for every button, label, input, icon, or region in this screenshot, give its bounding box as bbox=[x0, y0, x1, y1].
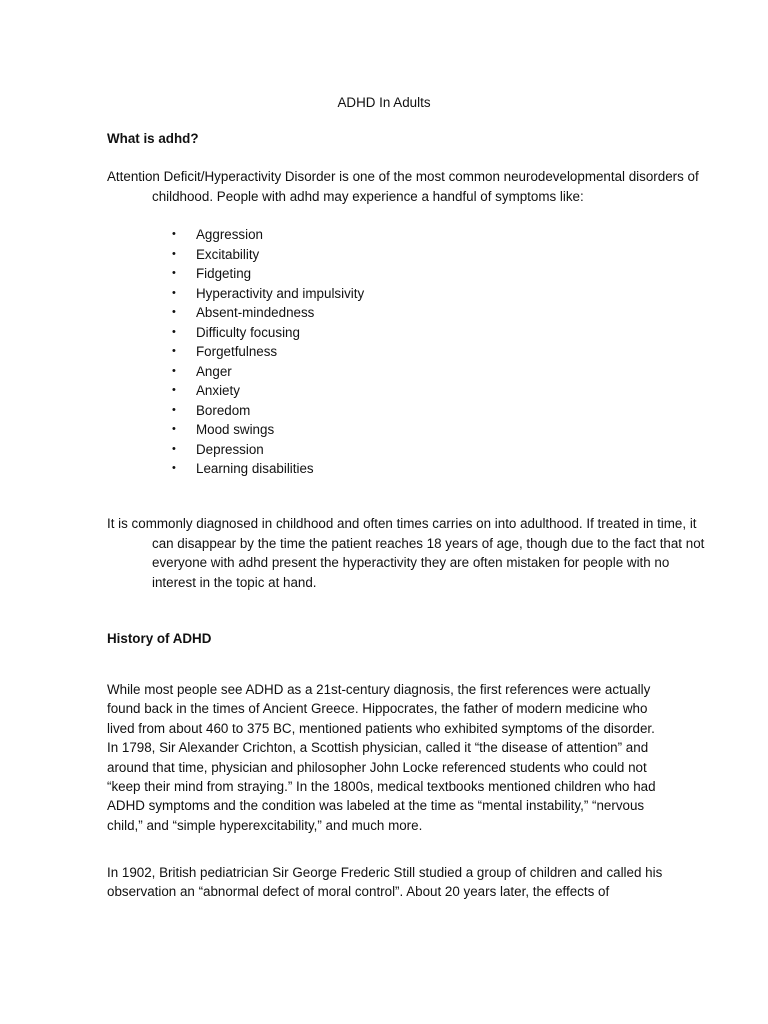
list-item: • Absent-mindedness bbox=[172, 303, 364, 323]
diagnosis-paragraph: It is commonly diagnosed in childhood and often times carries on into adulthood. If treated in time, it can disappear by the time the patient reaches 18 years of age, though due to the fact that not everyone with adhd present the hyperactivity they are often mistaken for people with no interest in the topic at hand. bbox=[107, 516, 705, 590]
section-heading-what-is-adhd: What is adhd? bbox=[107, 131, 199, 146]
list-item: • Learning disabilities bbox=[172, 459, 364, 479]
list-item: • Aggression bbox=[172, 225, 364, 245]
list-item: • Anger bbox=[172, 362, 364, 382]
list-item: • Boredom bbox=[172, 401, 364, 421]
list-item: • Fidgeting bbox=[172, 264, 364, 284]
list-item: • Hyperactivity and impulsivity bbox=[172, 284, 364, 304]
history-paragraph-2: In 1902, British pediatrician Sir George Frederic Still studied a group of children and called his observation an “abnormal defect of moral control”. About 20 years later, the effects of bbox=[107, 865, 663, 900]
symptom-list bbox=[172, 225, 364, 479]
bullet-icon: • bbox=[172, 286, 176, 299]
bullet-icon: • bbox=[172, 364, 176, 377]
bullet-icon: • bbox=[172, 325, 176, 338]
list-item: • Depression bbox=[172, 440, 364, 460]
bullet-icon: • bbox=[172, 442, 176, 455]
bullet-icon: • bbox=[172, 228, 176, 240]
bullet-icon: • bbox=[172, 462, 176, 474]
section-heading-history: History of ADHD bbox=[107, 631, 212, 646]
bullet-icon: • bbox=[172, 247, 176, 260]
list-item: • Anxiety bbox=[172, 381, 364, 401]
list-item: • Difficulty focusing bbox=[172, 323, 364, 343]
bullet-icon: • bbox=[172, 267, 176, 279]
bullet-icon: • bbox=[172, 423, 176, 435]
bullet-icon: • bbox=[172, 403, 176, 416]
list-item: • Excitability bbox=[172, 245, 364, 265]
list-item: • Forgetfulness bbox=[172, 342, 364, 362]
bullet-icon: • bbox=[172, 345, 176, 357]
list-item: • Mood swings bbox=[172, 420, 364, 440]
bullet-icon: • bbox=[172, 306, 176, 318]
intro-paragraph: Attention Deficit/Hyperactivity Disorder is one of the most common neurodevelopmental disorders of childhood. People with adhd may experience a handful of symptoms like: bbox=[107, 169, 699, 204]
history-paragraph-1: While most people see ADHD as a 21st-century diagnosis, the first references were actually found back in the times of Ancient Greece. Hippocrates, the father of modern medicine who lived from about 460 to 375 BC, mentioned patients who exhibited symptoms of the disorder. In 1798, Sir Alexander Crichton, a Scottish physician, called it “the disease of attention” and around that time, physician and philosopher John Locke referenced students who could not “keep their mind from straying.” In the 1800s, medical textbooks mentioned children who had ADHD symptoms and the condition was labeled at the time as “mental instability,” “nervous child,” and “simple hyperexcitability,” and much more. bbox=[107, 682, 656, 833]
document-title: ADHD In Adults bbox=[337, 95, 431, 110]
bullet-icon: • bbox=[172, 384, 176, 396]
